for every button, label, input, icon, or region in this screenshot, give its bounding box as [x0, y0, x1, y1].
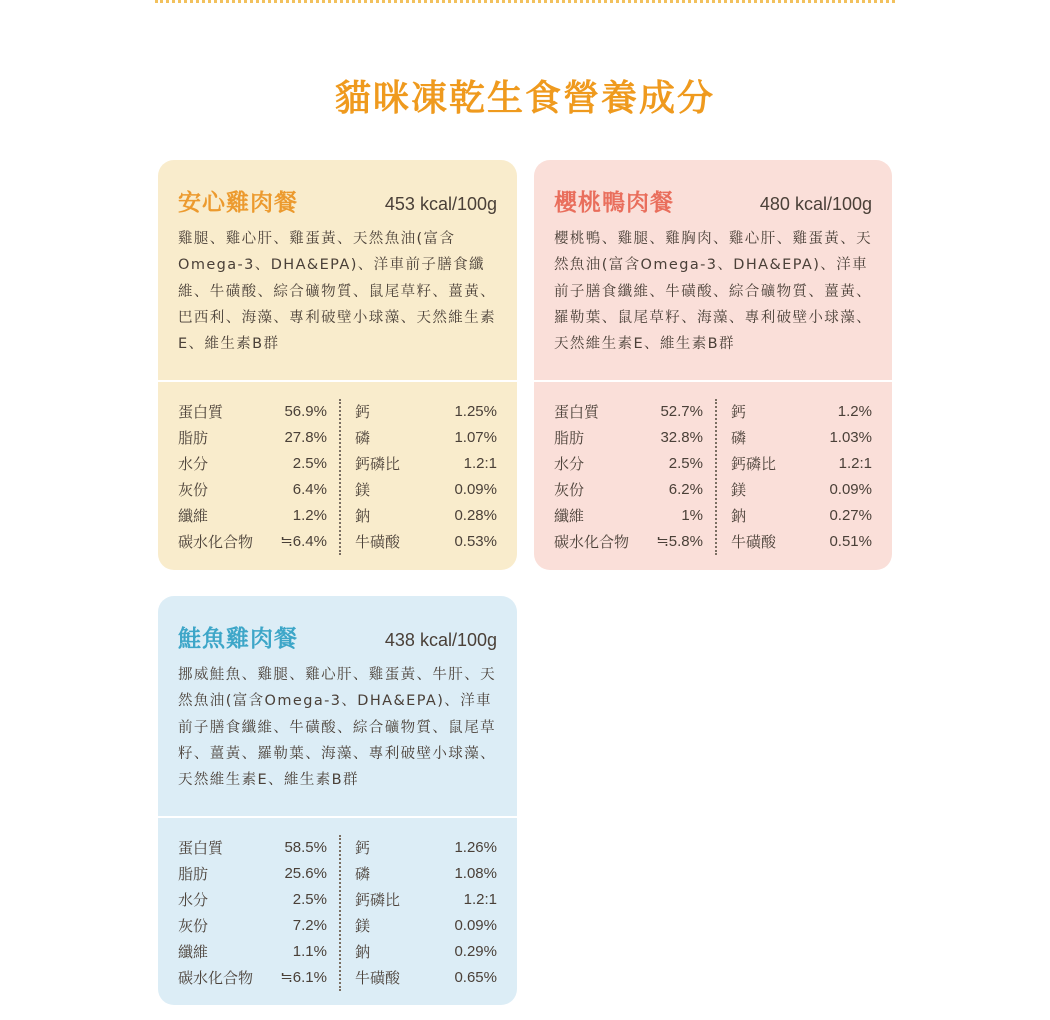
card-divider [158, 380, 517, 382]
nutrient-label: 磷 [355, 429, 371, 447]
card-kcal: 453 kcal/100g [384, 194, 497, 214]
nutrient-row [178, 939, 327, 965]
nutrient-row [554, 425, 703, 451]
nutrient-value: ≒6.4% [280, 533, 327, 550]
nutrient-row [554, 451, 703, 477]
ingredients-text: 雞腿、雞心肝、雞蛋黃、天然魚油(富含Omega-3、DHA&EPA)、洋車前子膳食纖維、牛磺酸、綜合礦物質、鼠尾草籽、薑黃、巴西利、海藻、專利破壁小球藻、天然維生素E、維生素B群 [178, 231, 496, 353]
nutrient-label: 牛磺酸 [355, 533, 401, 551]
nutrient-label: 鈣 [355, 839, 371, 857]
nutrient-label: 蛋白質 [554, 403, 600, 421]
nutrient-column-right [339, 835, 497, 991]
nutrient-label: 脂肪 [178, 429, 209, 447]
card-divider [534, 380, 892, 382]
ingredients-text: 挪威鮭魚、雞腿、雞心肝、雞蛋黃、牛肝、天然魚油(富含Omega-3、DHA&EPA)、洋車前子膳食纖維、牛磺酸、綜合礦物質、鼠尾草籽、薑黃、羅勒葉、海藻、專利破壁小球藻、天然維生素E、維生素B群 [178, 667, 496, 789]
nutrient-label: 牛磺酸 [731, 533, 777, 551]
nutrient-value: 1.07% [454, 429, 497, 446]
nutrient-value: 1% [681, 507, 703, 524]
nutrient-row [178, 529, 327, 555]
nutrient-value: 0.09% [454, 917, 497, 934]
ingredients-text: 櫻桃鴨、雞腿、雞胸肉、雞心肝、雞蛋黃、天然魚油(富含Omega-3、DHA&EPA)、洋車前子膳食纖維、牛磺酸、綜合礦物質、薑黃、羅勒葉、鼠尾草籽、海藻、專利破壁小球藻、天然維生素E、維生素B群 [554, 231, 872, 353]
nutrient-row [731, 451, 872, 477]
nutrient-row [355, 477, 497, 503]
nutrient-value: ≒6.1% [280, 969, 327, 986]
nutrient-label: 鎂 [355, 481, 371, 499]
nutrient-column-left [178, 835, 339, 991]
nutrient-label: 纖維 [178, 943, 209, 961]
card-name: 安心雞肉餐 [178, 190, 298, 216]
nutrient-label: 鎂 [355, 917, 371, 935]
nutrient-value: 0.29% [454, 943, 497, 960]
nutrient-row [355, 529, 497, 555]
nutrient-row [355, 503, 497, 529]
nutrient-label: 鈉 [731, 507, 747, 525]
nutrient-value: 1.2:1 [463, 891, 497, 908]
nutrient-label: 纖維 [178, 507, 209, 525]
nutrient-label: 碳水化合物 [178, 969, 254, 987]
nutrient-row [355, 913, 497, 939]
nutrient-value: 6.2% [668, 481, 703, 498]
nutrient-label: 灰份 [554, 481, 585, 499]
nutrient-row [355, 451, 497, 477]
top-dotted-rule [155, 0, 895, 3]
nutrition-card-chicken [158, 160, 517, 570]
nutrient-value: 1.2% [837, 403, 872, 420]
nutrient-table [178, 399, 497, 555]
nutrient-value: 1.2:1 [463, 455, 497, 472]
nutrient-row [554, 477, 703, 503]
nutrient-value: 1.2:1 [838, 455, 872, 472]
nutrient-value: ≒5.8% [656, 533, 703, 550]
nutrient-value: 0.51% [829, 533, 872, 550]
nutrient-label: 脂肪 [178, 865, 209, 883]
nutrient-label: 水分 [554, 455, 585, 473]
nutrient-label: 碳水化合物 [554, 533, 630, 551]
nutrient-value: 2.5% [668, 455, 703, 472]
nutrient-row [355, 965, 497, 991]
nutrient-row [355, 939, 497, 965]
nutrient-column-left [554, 399, 715, 555]
nutrient-value: 0.09% [829, 481, 872, 498]
nutrient-value: 52.7% [660, 403, 703, 420]
nutrient-row [355, 861, 497, 887]
card-header [178, 620, 497, 654]
nutrient-value: 0.27% [829, 507, 872, 524]
nutrient-label: 灰份 [178, 917, 209, 935]
nutrient-value: 1.03% [829, 429, 872, 446]
nutrient-row [178, 965, 327, 991]
page-title: 貓咪凍乾生食營養成分 [334, 78, 715, 119]
nutrition-card-salmon [158, 596, 517, 1005]
nutrient-label: 纖維 [554, 507, 585, 525]
nutrient-label: 鈉 [355, 507, 371, 525]
nutrient-label: 蛋白質 [178, 403, 224, 421]
nutrient-label: 磷 [355, 865, 371, 883]
nutrient-value: 32.8% [660, 429, 703, 446]
card-kcal: 438 kcal/100g [384, 630, 497, 650]
nutrient-label: 碳水化合物 [178, 533, 254, 551]
nutrient-row [731, 399, 872, 425]
nutrient-row [355, 835, 497, 861]
nutrient-row [178, 425, 327, 451]
nutrient-table [178, 835, 497, 991]
nutrient-label: 鈣 [355, 403, 371, 421]
nutrient-value: 1.25% [454, 403, 497, 420]
nutrient-value: 0.53% [454, 533, 497, 550]
card-header [178, 184, 497, 218]
nutrient-column-right [339, 399, 497, 555]
nutrient-row [554, 503, 703, 529]
card-name: 櫻桃鴨肉餐 [554, 190, 674, 216]
nutrient-value: 25.6% [284, 865, 327, 882]
nutrient-value: 7.2% [292, 917, 327, 934]
nutrient-row [178, 451, 327, 477]
nutrient-value: 0.09% [454, 481, 497, 498]
card-header [554, 184, 872, 218]
nutrient-label: 牛磺酸 [355, 969, 401, 987]
nutrient-table [554, 399, 872, 555]
nutrient-value: 58.5% [284, 839, 327, 856]
nutrition-card-duck [534, 160, 892, 570]
nutrient-label: 灰份 [178, 481, 209, 499]
card-divider [158, 816, 517, 818]
nutrient-row [355, 425, 497, 451]
nutrient-row [731, 425, 872, 451]
nutrient-value: 0.65% [454, 969, 497, 986]
nutrient-value: 27.8% [284, 429, 327, 446]
nutrient-row [554, 399, 703, 425]
nutrient-row [554, 529, 703, 555]
nutrient-column-right [715, 399, 872, 555]
nutrient-value: 2.5% [292, 891, 327, 908]
nutrient-row [178, 399, 327, 425]
nutrient-label: 鈣磷比 [731, 455, 777, 473]
nutrient-row [178, 503, 327, 529]
nutrient-value: 1.26% [454, 839, 497, 856]
nutrient-label: 水分 [178, 455, 209, 473]
card-name: 鮭魚雞肉餐 [178, 626, 298, 652]
nutrient-label: 鎂 [731, 481, 747, 499]
nutrient-row [355, 399, 497, 425]
nutrient-value: 1.2% [292, 507, 327, 524]
nutrient-row [355, 887, 497, 913]
nutrient-column-left [178, 399, 339, 555]
nutrient-label: 蛋白質 [178, 839, 224, 857]
nutrient-label: 鈣 [731, 403, 747, 421]
nutrient-row [731, 503, 872, 529]
nutrient-label: 磷 [731, 429, 747, 447]
nutrient-row [178, 887, 327, 913]
nutrient-row [178, 861, 327, 887]
nutrient-value: 1.1% [292, 943, 327, 960]
nutrient-value: 2.5% [292, 455, 327, 472]
nutrient-row [731, 477, 872, 503]
nutrient-row [178, 835, 327, 861]
nutrient-value: 0.28% [454, 507, 497, 524]
nutrient-value: 1.08% [454, 865, 497, 882]
nutrient-row [178, 913, 327, 939]
nutrient-value: 6.4% [292, 481, 327, 498]
nutrient-row [731, 529, 872, 555]
nutrient-value: 56.9% [284, 403, 327, 420]
nutrient-label: 水分 [178, 891, 209, 909]
nutrient-label: 鈣磷比 [355, 891, 401, 909]
nutrient-label: 鈉 [355, 943, 371, 961]
nutrient-label: 脂肪 [554, 429, 585, 447]
card-kcal: 480 kcal/100g [759, 194, 872, 214]
nutrient-label: 鈣磷比 [355, 455, 401, 473]
nutrient-row [178, 477, 327, 503]
